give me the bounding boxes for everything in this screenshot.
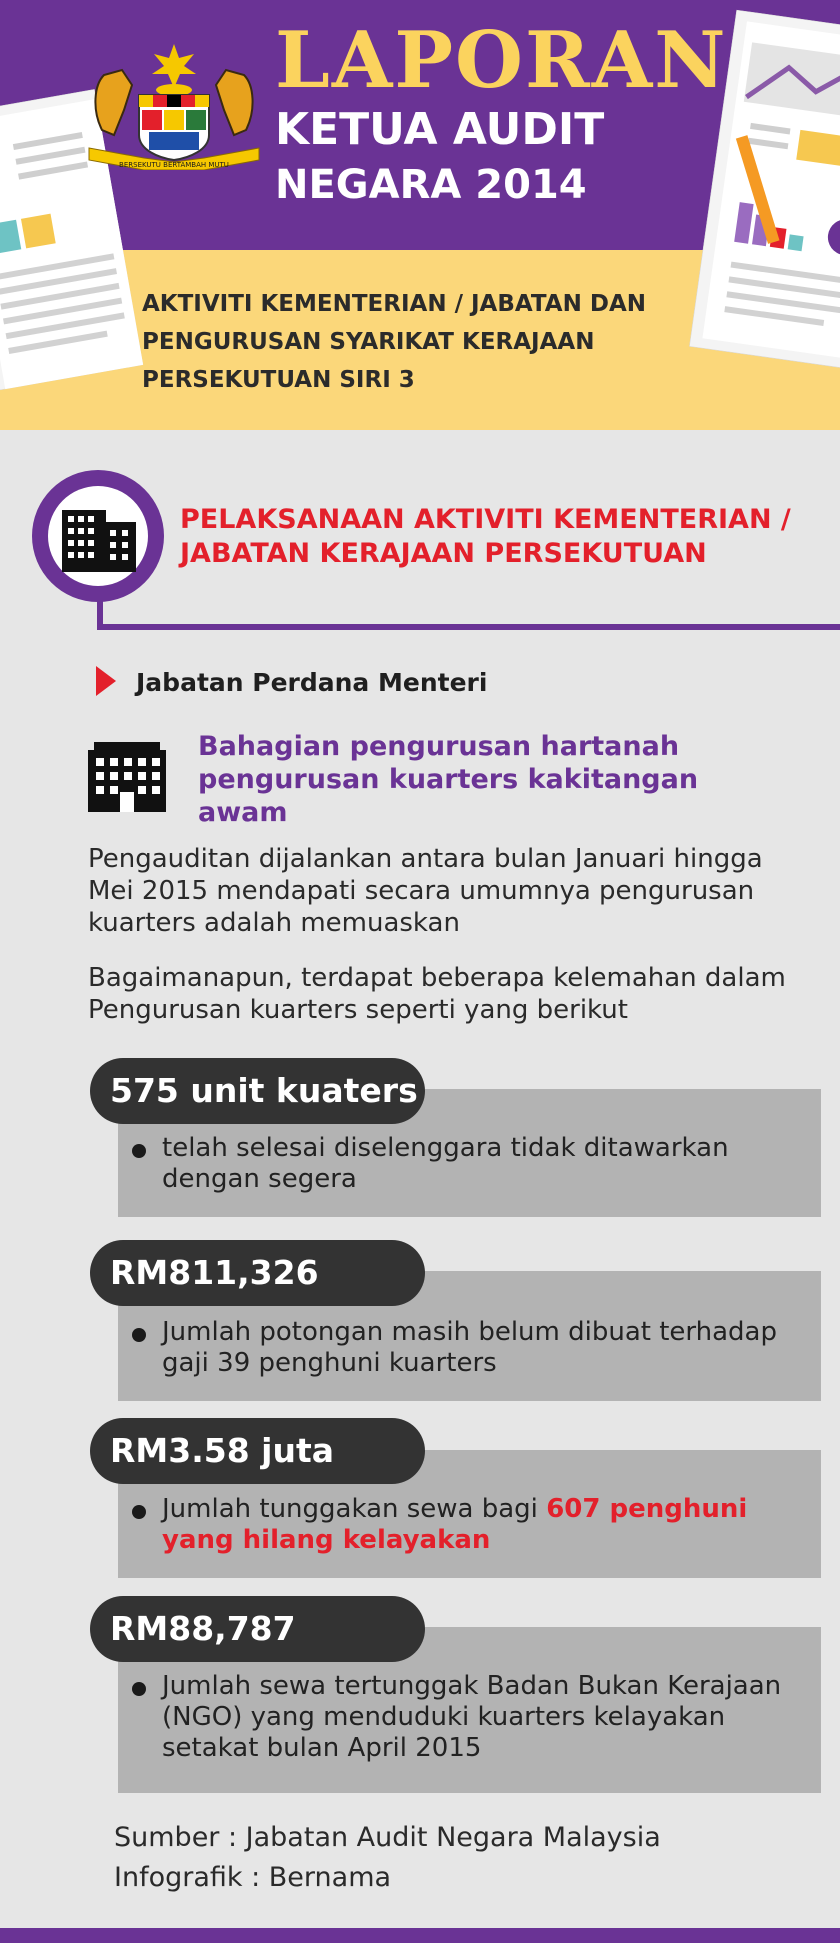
stat-description	[162, 1494, 822, 1556]
office-building-icon	[88, 742, 166, 812]
subsection-heading	[198, 730, 758, 829]
building-icon	[60, 500, 138, 572]
paragraph-line: Bagaimanapun, terdapat beberapa kelemahan dalam	[88, 963, 786, 993]
subsection-heading-line: pengurusan kuarters kakitangan	[198, 764, 699, 795]
source-credit: Sumber : Jabatan Audit Negara Malaysia	[114, 1822, 661, 1853]
stat-line: Jumlah potongan masih belum dibuat terhadap	[162, 1317, 777, 1347]
footer-bar	[0, 1928, 840, 1943]
paragraph-line: Pengauditan dijalankan antara bulan Januari hingga	[88, 844, 763, 874]
stat-value: RM811,326	[90, 1240, 425, 1306]
stat-line: setakat bulan April 2015	[162, 1733, 482, 1763]
weakness-intro-paragraph	[88, 962, 828, 1026]
bullet-icon	[132, 1328, 146, 1342]
section-title-line: PELAKSANAAN AKTIVITI KEMENTERIAN /	[180, 504, 791, 535]
stat-description	[162, 1133, 822, 1195]
section-title-line: JABATAN KERAJAAN PERSEKUTUAN	[180, 538, 707, 569]
stat-value: RM3.58 juta	[90, 1418, 425, 1484]
stat-text-highlight: yang hilang kelayakan	[162, 1525, 491, 1555]
stat-value: 575 unit kuaters	[90, 1058, 425, 1124]
section-title	[180, 503, 800, 571]
svg-text:BERSEKUTU BERTAMBAH MUTU: BERSEKUTU BERTAMBAH MUTU	[119, 161, 229, 169]
bullet-icon	[132, 1505, 146, 1519]
bullet-icon	[132, 1682, 146, 1696]
title-negara-2014: NEGARA 2014	[275, 162, 587, 208]
section-connector-horizontal	[97, 624, 840, 630]
title-laporan: LAPORAN	[275, 15, 728, 106]
stat-description	[162, 1317, 822, 1379]
department-label: Jabatan Perdana Menteri	[136, 668, 488, 697]
audit-summary-paragraph	[88, 843, 828, 939]
infographic-credit: Infografik : Bernama	[114, 1862, 392, 1893]
stat-text-plain: Jumlah tunggakan sewa bagi	[162, 1494, 547, 1524]
stat-line: (NGO) yang menduduki kuarters kelayakan	[162, 1702, 726, 1732]
stat-value: RM88,787	[90, 1596, 425, 1662]
stat-description	[162, 1671, 822, 1764]
stat-line	[162, 1494, 822, 1525]
stat-line: telah selesai diselenggara tidak ditawarkan	[162, 1133, 729, 1163]
coat-of-arms-icon	[84, 40, 264, 170]
header-subtitle	[142, 285, 702, 399]
stat-text-highlight: 607 penghuni	[546, 1494, 748, 1524]
stat-line: gaji 39 penghuni kuarters	[162, 1348, 497, 1378]
paragraph-line: kuarters adalah memuaskan	[88, 908, 460, 938]
title-ketua-audit: KETUA AUDIT	[275, 104, 605, 155]
subtitle-line: AKTIVITI KEMENTERIAN / JABATAN DAN	[142, 291, 647, 317]
subtitle-line: PERSEKUTUAN SIRI 3	[142, 367, 415, 393]
subtitle-line: PENGURUSAN SYARIKAT KERAJAAN	[142, 329, 595, 355]
bullet-icon	[132, 1144, 146, 1158]
subsection-heading-line: Bahagian pengurusan hartanah	[198, 731, 680, 762]
paragraph-line: Mei 2015 mendapati secara umumnya pengurusan	[88, 876, 755, 906]
paragraph-line: Pengurusan kuarters seperti yang berikut	[88, 995, 628, 1025]
subsection-heading-line: awam	[198, 797, 288, 828]
stat-line: Jumlah sewa tertunggak Badan Bukan Kerajaan	[162, 1671, 782, 1701]
stat-line: dengan segera	[162, 1164, 357, 1194]
arrow-right-icon	[96, 666, 116, 696]
